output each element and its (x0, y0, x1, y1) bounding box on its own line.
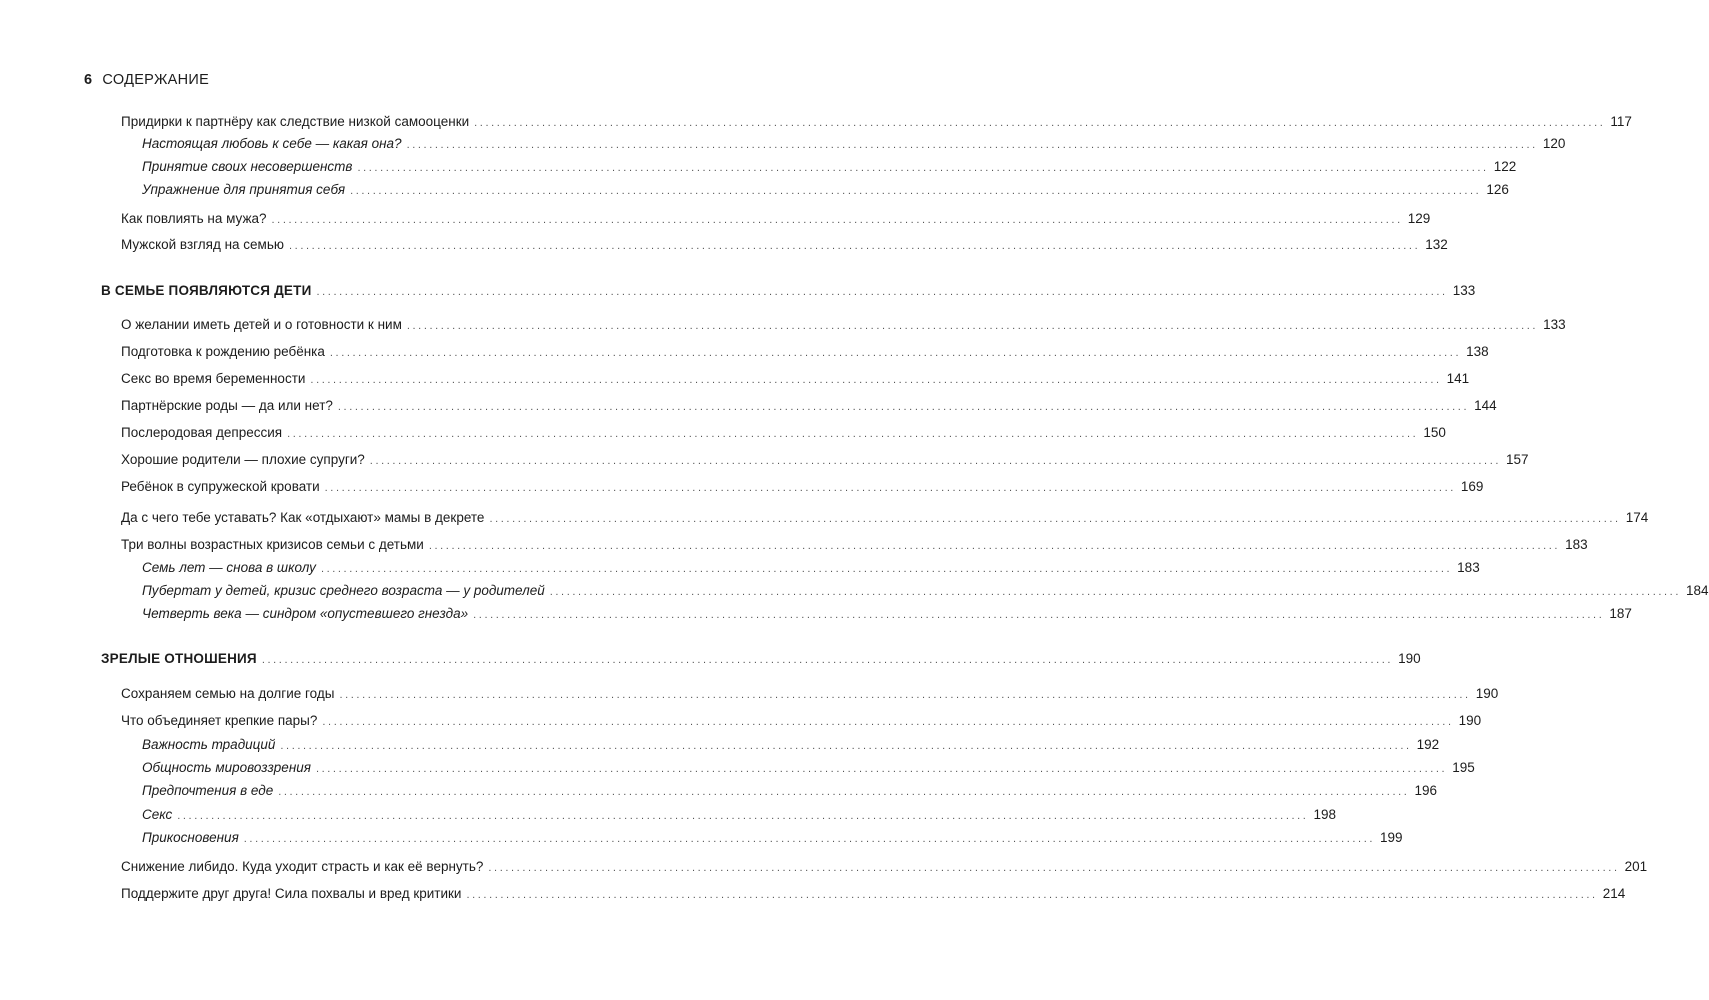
toc-page-number: 122 (1493, 159, 1517, 174)
toc-entry (121, 236, 1448, 255)
toc-subentry (142, 736, 1440, 755)
toc-title: Предпочтения в еде (142, 783, 274, 798)
toc-subentry (142, 135, 1566, 154)
toc-title: Придирки к партнёру как следствие низкой самооценки (121, 114, 470, 129)
toc-title: Мужской взгляд на семью (121, 237, 285, 252)
toc-title: Настоящая любовь к себе — какая она? (142, 136, 402, 151)
toc-title: Три волны возрастных кризисов семьи с детьми (121, 537, 424, 552)
toc-page-number: 133 (1452, 283, 1476, 298)
toc-entry (121, 424, 1446, 443)
toc-page-number: 199 (1380, 830, 1403, 845)
dot-leader: ........................................................................................................................................................................................................ (489, 513, 1621, 525)
dot-leader: ........................................................................................................................................................................................................ (261, 654, 1394, 666)
dot-leader: ........................................................................................................................................................................................................ (428, 540, 1561, 552)
dot-leader: ........................................................................................................................................................................................................ (271, 214, 1403, 226)
dot-leader: ........................................................................................................................................................................................................ (280, 740, 1412, 752)
toc-page-number: 190 (1398, 651, 1421, 666)
toc-page-number: 129 (1407, 211, 1431, 226)
running-header (84, 72, 209, 88)
dot-leader: ........................................................................................................................................................................................................ (474, 117, 1606, 129)
page-number: 6 (84, 72, 93, 88)
toc-entry (121, 712, 1482, 731)
toc-page-number: 120 (1542, 136, 1566, 151)
toc-section (101, 282, 1476, 301)
dot-leader: ........................................................................................................................................................................................................ (466, 889, 1598, 901)
dot-leader: ........................................................................................................................................................................................................ (406, 139, 1538, 151)
toc-subentry (142, 582, 1709, 601)
toc-entry (121, 316, 1566, 335)
toc-title: ЗРЕЛЫЕ ОТНОШЕНИЯ (101, 651, 257, 666)
toc-page-number: 183 (1457, 560, 1480, 575)
dot-leader: ........................................................................................................................................................................................................ (357, 162, 1489, 174)
dot-leader: ........................................................................................................................................................................................................ (339, 689, 1471, 701)
toc-page-number: 190 (1475, 686, 1499, 701)
toc-title: Прикосновения (142, 830, 239, 845)
toc-title: Да с чего тебе уставать? Как «отдыхают» мамы в декрете (121, 510, 485, 525)
toc-entry (121, 478, 1484, 497)
toc-page-number: 132 (1425, 237, 1448, 252)
toc-page-number: 141 (1446, 371, 1470, 386)
toc-entry (121, 397, 1497, 416)
toc-page-number: 201 (1624, 859, 1648, 874)
dot-leader: ........................................................................................................................................................................................................ (473, 609, 1605, 621)
toc-subentry (142, 181, 1509, 200)
dot-leader: ........................................................................................................................................................................................................ (488, 862, 1620, 874)
toc-entry (121, 343, 1489, 362)
dot-leader: ........................................................................................................................................................................................................ (406, 320, 1539, 332)
dot-leader: ........................................................................................................................................................................................................ (278, 786, 1410, 798)
toc-page-number: 187 (1609, 606, 1632, 621)
toc-page-number: 184 (1685, 583, 1709, 598)
toc-title: Послеродовая депрессия (121, 425, 283, 440)
toc-page-number: 196 (1414, 783, 1437, 798)
toc-title: Секс во время беременности (121, 371, 306, 386)
toc-section (101, 650, 1421, 669)
toc-page-number: 138 (1466, 344, 1489, 359)
dot-leader: ........................................................................................................................................................................................................ (315, 763, 1448, 775)
toc-title: Упражнение для принятия себя (142, 182, 346, 197)
dot-leader: ........................................................................................................................................................................................................ (287, 428, 1419, 440)
dot-leader: ........................................................................................................................................................................................................ (369, 455, 1502, 467)
toc-subentry (142, 806, 1336, 825)
toc-title: В СЕМЬЕ ПОЯВЛЯЮТСЯ ДЕТИ (101, 283, 312, 298)
toc-title: Семь лет — снова в школу (142, 560, 316, 575)
toc-page-number: 198 (1313, 807, 1336, 822)
toc-subentry (142, 782, 1437, 801)
dot-leader: ........................................................................................................................................................................................................ (324, 482, 1456, 494)
dot-leader: ........................................................................................................................................................................................................ (322, 716, 1454, 728)
dot-leader: ........................................................................................................................................................................................................ (177, 810, 1309, 822)
toc-subentry (142, 158, 1517, 177)
toc-title: Важность традиций (142, 737, 276, 752)
toc-page-number: 214 (1602, 886, 1626, 901)
toc-page-number: 169 (1460, 479, 1484, 494)
toc-title: Общность мировоззрения (142, 760, 311, 775)
toc-page-number: 192 (1416, 737, 1440, 752)
toc-entry (121, 113, 1632, 132)
dot-leader: ........................................................................................................................................................................................................ (549, 586, 1681, 598)
dot-leader: ........................................................................................................................................................................................................ (243, 833, 1376, 845)
dot-leader: ........................................................................................................................................................................................................ (316, 286, 1448, 298)
toc-page-number: 183 (1565, 537, 1588, 552)
toc-title: Что объединяет крепкие пары? (121, 713, 318, 728)
toc-subentry (142, 559, 1480, 578)
dot-leader: ........................................................................................................................................................................................................ (310, 374, 1442, 386)
toc-entry (121, 370, 1470, 389)
toc-entry (121, 210, 1431, 229)
toc-title: Снижение либидо. Куда уходит страсть и как её вернуть? (121, 859, 484, 874)
toc-entry (121, 685, 1499, 704)
toc-title: Пубертат у детей, кризис среднего возраста — у родителей (142, 583, 545, 598)
toc-title: Четверть века — синдром «опустевшего гнезда» (142, 606, 469, 621)
toc-title: О желании иметь детей и о готовности к ним (121, 317, 402, 332)
toc-page-number: 150 (1423, 425, 1446, 440)
toc-entry (121, 509, 1649, 528)
dot-leader: ........................................................................................................................................................................................................ (320, 563, 1453, 575)
toc-title: Секс (142, 807, 173, 822)
toc-title: Как повлиять на мужа? (121, 211, 267, 226)
toc-title: Подготовка к рождению ребёнка (121, 344, 325, 359)
toc-entry (121, 536, 1588, 555)
toc-page-number: 157 (1506, 452, 1529, 467)
toc-page-number: 174 (1625, 510, 1649, 525)
toc-entry (121, 858, 1648, 877)
toc-title: Принятие своих несовершенств (142, 159, 353, 174)
toc-page-number: 126 (1486, 182, 1509, 197)
toc-title: Партнёрские роды — да или нет? (121, 398, 333, 413)
toc-title: Хорошие родители — плохие супруги? (121, 452, 365, 467)
toc-page-number: 190 (1458, 713, 1482, 728)
running-title: СОДЕРЖАНИЕ (102, 72, 210, 88)
toc-page-number: 195 (1452, 760, 1475, 775)
toc-entry (121, 451, 1529, 470)
toc-subentry (142, 605, 1632, 624)
toc-title: Поддержите друг друга! Сила похвалы и вред критики (121, 886, 462, 901)
toc-page-number: 144 (1474, 398, 1497, 413)
toc-title: Ребёнок в супружеской кровати (121, 479, 320, 494)
toc-title: Сохраняем семью на долгие годы (121, 686, 335, 701)
toc-entry (121, 885, 1626, 904)
dot-leader: ........................................................................................................................................................................................................ (350, 185, 1482, 197)
toc-subentry (142, 829, 1403, 848)
dot-leader: ........................................................................................................................................................................................................ (337, 401, 1470, 413)
toc-page-number: 117 (1610, 114, 1632, 129)
dot-leader: ........................................................................................................................................................................................................ (329, 347, 1462, 359)
toc-page-number: 133 (1543, 317, 1566, 332)
toc-subentry (142, 759, 1475, 778)
dot-leader: ........................................................................................................................................................................................................ (289, 240, 1421, 252)
